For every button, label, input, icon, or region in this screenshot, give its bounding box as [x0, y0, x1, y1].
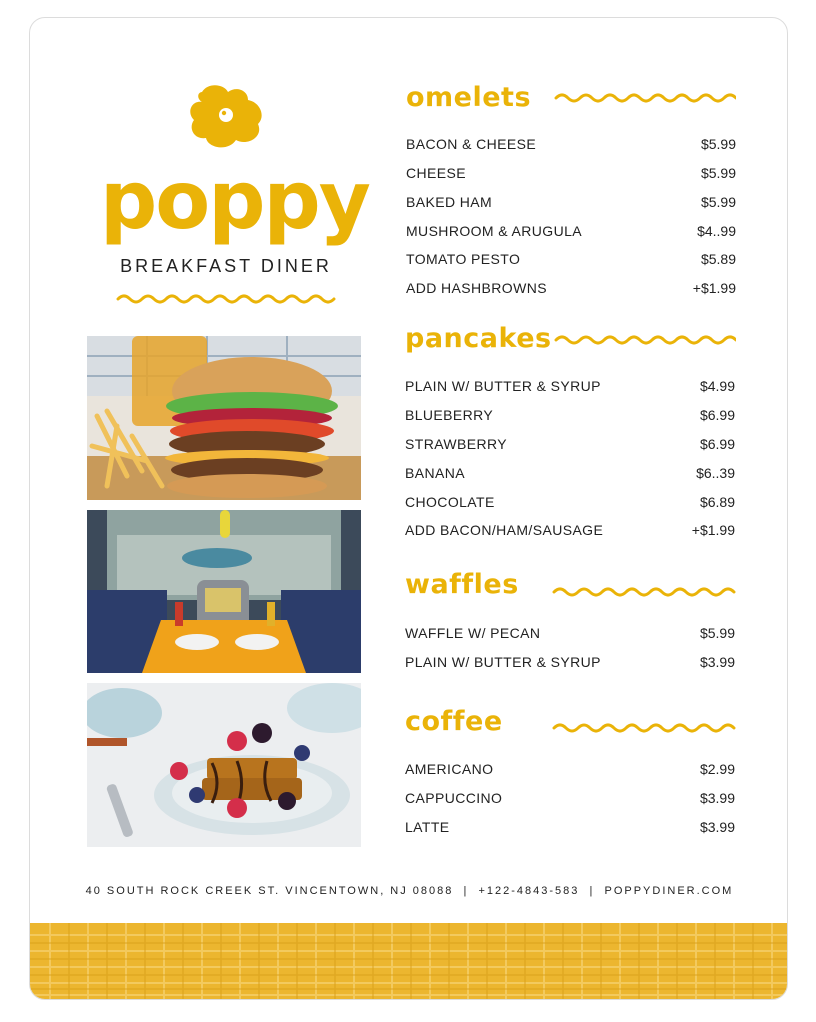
item-name: PLAIN W/ BUTTER & SYRUP	[405, 378, 601, 394]
section-title-pancakes: pancakes	[405, 323, 552, 354]
omelets-wave-divider	[554, 92, 736, 104]
footer-pattern-band	[30, 923, 788, 1000]
item-price: $6.89	[699, 494, 735, 510]
waffles-wave-divider	[552, 586, 736, 598]
menu-card	[29, 17, 788, 1000]
menu-item	[405, 378, 735, 400]
item-price: $3.99	[699, 819, 735, 835]
menu-item	[405, 625, 735, 647]
burger-photo	[87, 336, 361, 500]
menu-item	[406, 136, 736, 158]
item-name: BLUEBERRY	[405, 407, 494, 423]
item-name: ADD HASHBROWNS	[406, 280, 547, 296]
item-name: BANANA	[405, 465, 465, 481]
footer-contact: 40 SOUTH ROCK CREEK ST. VINCENTOWN, NJ 08088 | +122-4843-583 | POPPYDINER.COM	[85, 885, 734, 897]
menu-item	[405, 465, 735, 487]
item-price: $6.99	[699, 407, 735, 423]
item-name: CAPPUCCINO	[405, 790, 503, 806]
menu-item	[405, 407, 735, 429]
item-name: STRAWBERRY	[405, 436, 508, 452]
brand-tagline: BREAKFAST DINER	[120, 256, 332, 276]
item-price: $5.99	[699, 625, 735, 641]
item-price: $3.99	[699, 654, 735, 670]
section-title-coffee: coffee	[405, 706, 503, 737]
logo-wave-divider	[116, 293, 338, 305]
item-price: $3.99	[699, 790, 735, 806]
item-price: $5.99	[700, 136, 736, 152]
item-name: AMERICANO	[405, 761, 494, 777]
item-name: CHOCOLATE	[405, 494, 495, 510]
item-name: LATTE	[405, 819, 450, 835]
menu-item	[405, 494, 735, 516]
menu-item	[405, 436, 735, 458]
item-name: CHEESE	[406, 165, 466, 181]
section-title-waffles: waffles	[405, 569, 519, 600]
menu-item	[406, 251, 736, 273]
egg-logo-icon	[186, 82, 266, 152]
menu-item	[406, 165, 736, 187]
item-name: PLAIN W/ BUTTER & SYRUP	[405, 654, 601, 670]
item-name: WAFFLE W/ PECAN	[405, 625, 541, 641]
item-price: $6.99	[699, 436, 735, 452]
item-name: ADD BACON/HAM/SAUSAGE	[405, 522, 604, 538]
menu-item	[406, 194, 736, 216]
menu-item	[406, 223, 736, 245]
diner-interior-photo	[87, 510, 361, 673]
menu-item	[405, 819, 735, 841]
item-price: $5.99	[700, 194, 736, 210]
item-name: MUSHROOM & ARUGULA	[406, 223, 582, 239]
section-title-omelets: omelets	[406, 82, 532, 113]
item-price: +$1.99	[691, 522, 735, 538]
item-name: BAKED HAM	[406, 194, 493, 210]
pancakes-wave-divider	[554, 334, 736, 346]
brand-name: poppy	[100, 154, 369, 247]
item-name: TOMATO PESTO	[406, 251, 521, 267]
item-price: $4..99	[697, 223, 736, 239]
item-price: $5.99	[700, 165, 736, 181]
menu-item	[405, 761, 735, 783]
item-price: $6..39	[696, 465, 735, 481]
item-price: +$1.99	[692, 280, 736, 296]
coffee-wave-divider	[552, 722, 736, 734]
item-price: $5.89	[700, 251, 736, 267]
menu-item	[406, 280, 736, 302]
item-price: $2.99	[699, 761, 735, 777]
waffles-photo	[87, 683, 361, 847]
menu-item	[405, 654, 735, 676]
item-name: BACON & CHEESE	[406, 136, 537, 152]
menu-item	[405, 522, 735, 544]
menu-item	[405, 790, 735, 812]
item-price: $4.99	[699, 378, 735, 394]
